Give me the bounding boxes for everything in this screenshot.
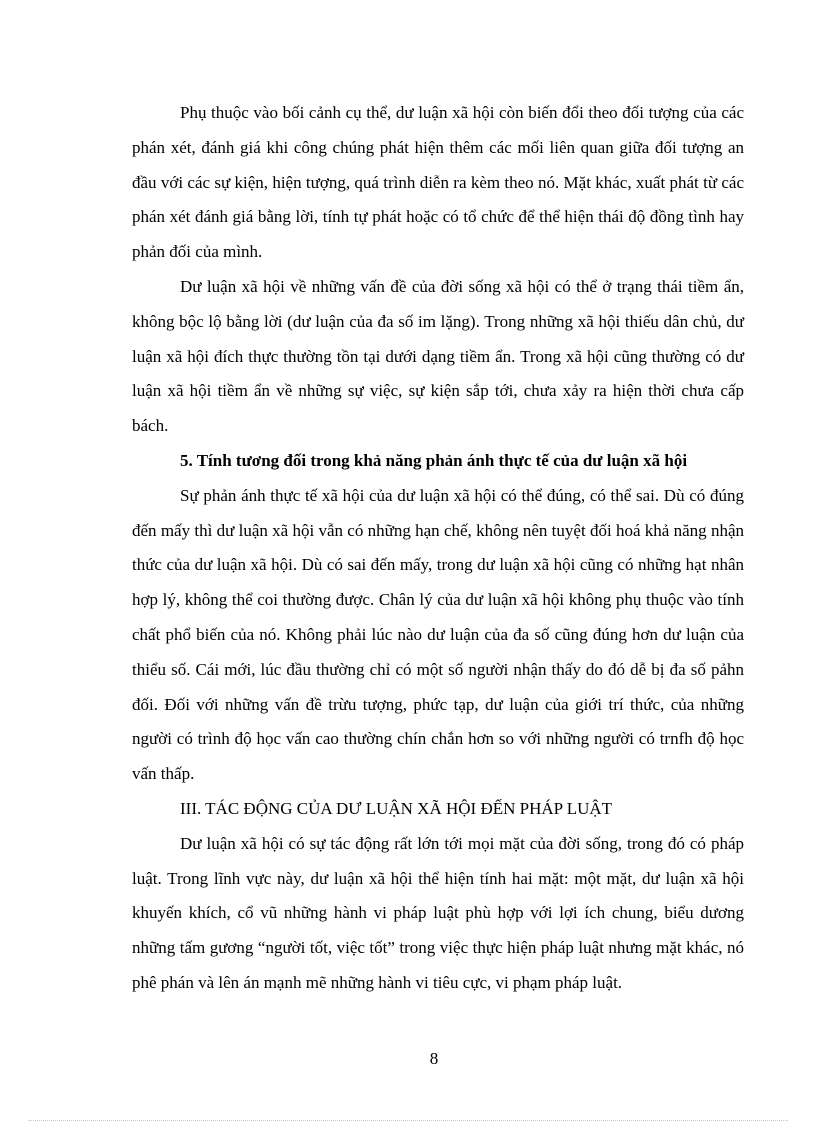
page-bottom-divider: [28, 1120, 788, 1121]
paragraph-1: Phụ thuộc vào bối cảnh cụ thể, dư luận xã hội còn biến đổi theo đối tượng của các phán xét, đánh giá khi công chúng phát hiện thêm các mối liên quan giữa đối tượng an đầu với các sự kiện, hiện tượng, quá trình diễn ra kèm theo nó. Mặt khác, xuất phát từ các phán xét đánh giá bằng lời, tính tự phát hoặc có tổ chức để thể hiện thái độ đồng tình hay phản đối của mình.: [132, 103, 744, 262]
section-5-paragraph: Sự phản ánh thực tế xã hội của dư luận xã hội có thể đúng, có thể sai. Dù có đúng đến mấy thì dư luận xã hội vẫn có những hạn chế, không nên tuyệt đối hoá khả năng nhận thức của dư luận xã hội. Dù có sai đến mấy, trong dư luận xã hội cũng có những hạt nhân hợp lý, không thể coi thường được. Chân lý của dư luận xã hội không phụ thuộc vào tính chất phổ biến của nó. Không phải lúc nào dư luận của đa số cũng đúng hơn dư luận của thiểu số. Cái mới, lúc đầu thường chỉ có một số người nhận thấy do đó dễ bị đa số pảhn đối. Đối với những vấn đề trừu tượng, phức tạp, dư luận của giới trí thức, của những người có trình độ học vấn cao thường chín chắn hơn so với những người có trnfh độ học vấn thấp.: [132, 485, 744, 784]
section-3-paragraph: Dư luận xã hội có sự tác động rất lớn tới mọi mặt của đời sống, trong đó có pháp luật. Trong lĩnh vực này, dư luận xã hội thể hiện tính hai mặt: một mặt, dư luận xã hội khuyến khích, cổ vũ những hành vi pháp luật phù hợp với lợi ích chung, biểu dương những tấm gương “người tốt, việc tốt” trong việc thực hiện pháp luật nhưng mặt khác, nó phê phán và lên án mạnh mẽ những hành vi tiêu cực, vi phạm pháp luật.: [132, 833, 744, 992]
page-body: [132, 96, 744, 1001]
page-number: 8: [429, 1049, 439, 1068]
section-5-heading: 5. Tính tương đối trong khả năng phản ánh thực tế của dư luận xã hội: [180, 450, 688, 470]
paragraph-2: Dư luận xã hội về những vấn đề của đời sống xã hội có thể ở trạng thái tiềm ẩn, không bộc lộ bằng lời (dư luận của đa số im lặng). Trong những xã hội thiếu dân chủ, dư luận xã hội đích thực thường tồn tại dưới dạng tiềm ẩn. Trong xã hội cũng thường có dư luận xã hội tiềm ẩn về những sự việc, sự kiện sắp tới, chưa xảy ra hiện thời chưa cấp bách.: [132, 276, 744, 436]
section-3-heading: III. TÁC ĐỘNG CỦA DƯ LUẬN XÃ HỘI ĐẾN PHÁP LUẬT: [180, 798, 613, 818]
